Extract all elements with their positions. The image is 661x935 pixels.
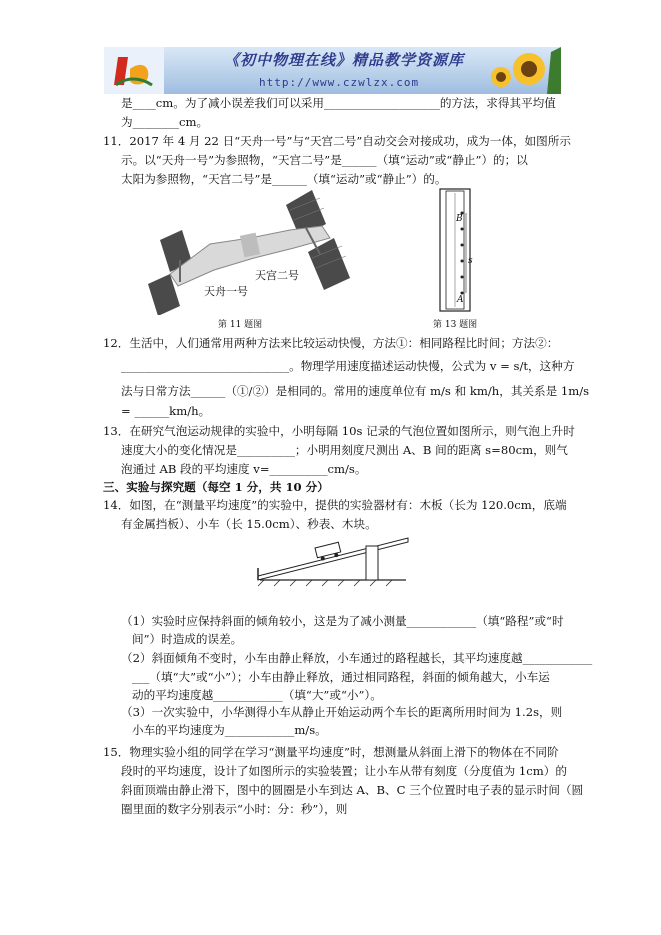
label-tianzhou: 天舟一号 [204, 285, 248, 298]
text-line: 圈里面的数字分别表示“小时：分：秒”），则 [121, 802, 348, 816]
text-line: 泡通过 AB 段的平均速度 v=__________cm/s。 [121, 462, 367, 476]
space-station-figure [140, 190, 370, 315]
section-heading: 三、实验与探究题（每空 1 分，共 10 分） [103, 480, 329, 494]
question-12: 12．生活中，人们通常用两种方法来比较运动快慢，方法①：相同路程比时间；方法②： [103, 336, 559, 350]
label-b: B [456, 214, 463, 224]
text-line: 速度大小的变化情况是__________；小明用刻度尺测出 A、B 间的距离 s=80cm，则气 [121, 443, 568, 457]
label-s: s [468, 256, 473, 266]
text-line: 动的平均速度越____________（填“大”或“小”）。 [132, 688, 382, 702]
logo-icon [104, 47, 164, 94]
text-line: 示。以“天舟一号”为参照物，“天宫二号”是______（填“运动”或“静止”）的；以 [121, 153, 528, 167]
figure-13-caption: 第 13 题图 [433, 320, 478, 330]
text-line: 为________cm。 [121, 115, 209, 129]
text-line: 小车的平均速度为____________m/s。 [132, 723, 327, 737]
text-line: 法与日常方法______（①/②）是相同的。常用的速度单位有 m/s 和 km/h，其关系是 1m/s [121, 384, 590, 398]
figure-11-caption: 第 11 题图 [218, 320, 263, 330]
text-line: 有金属挡板）、小车（长 15.0cm）、秒表、木块。 [121, 517, 377, 531]
question-14: 14．如图，在“测量平均速度”的实验中，提供的实验器材有：木板（长为 120.0cm，底端 [103, 498, 567, 512]
text-line: 太阳为参照物，“天宫二号”是______（填“运动”或“静止”）的。 [121, 172, 447, 186]
text-line: 段时的平均速度，设计了如图所示的实验装置；让小车从带有刻度（分度值为 1cm）的 [121, 764, 567, 778]
banner-title: 《初中物理在线》精品教学资源库 [224, 51, 465, 69]
question-11: 11．2017 年 4 月 22 日“天舟一号”与“天宫二号”自动交会对接成功，成为一体，如图所示 [103, 134, 571, 148]
text-line: = ______km/h。 [121, 404, 211, 418]
text-line: （3）一次实验中，小华测得小车从静止开始运动两个车长的距离所用时间为 1.2s，则 [121, 705, 563, 719]
text-line: _____________________________。物理学用速度描述运动快慢，公式为 v = s/t，这种方 [121, 359, 575, 373]
banner-url: http://www.czwlzx.com [259, 76, 420, 89]
bubble-tube-figure [438, 187, 474, 313]
sunflower-icon [481, 47, 561, 94]
label-a: A [457, 295, 464, 305]
question-13: 13．在研究气泡运动规律的实验中，小明每隔 10s 记录的气泡位置如图所示，则气泡上升时 [103, 424, 575, 438]
label-tiangong: 天宫二号 [255, 269, 299, 282]
text-line: 斜面顶端由静止滑下，图中的圆圈是小车到达 A、B、C 三个位置时电子表的显示时间（圆 [121, 783, 584, 797]
question-15: 15．物理实验小组的同学在学习“测量平均速度”时，想测量从斜面上滑下的物体在不同阶 [103, 745, 559, 759]
text-line: ___（填“大”或“小”）；小车由静止释放，通过相同路程，斜面的倾角越大，小车运 [132, 670, 550, 684]
text-line: （2）斜面倾角不变时，小车由静止释放，小车通过的路程越长，其平均速度越____________ [121, 651, 593, 665]
header-banner [104, 47, 561, 94]
incline-figure [250, 532, 410, 588]
text-line: 间”）时造成的误差。 [132, 632, 243, 646]
text-line: 是____cm。为了减小误差我们可以采用____________________的方法，求得其平均值 [121, 96, 556, 110]
text-line: （1）实验时应保持斜面的倾角较小，这是为了减小测量____________（填“路程”或“时 [121, 614, 564, 628]
